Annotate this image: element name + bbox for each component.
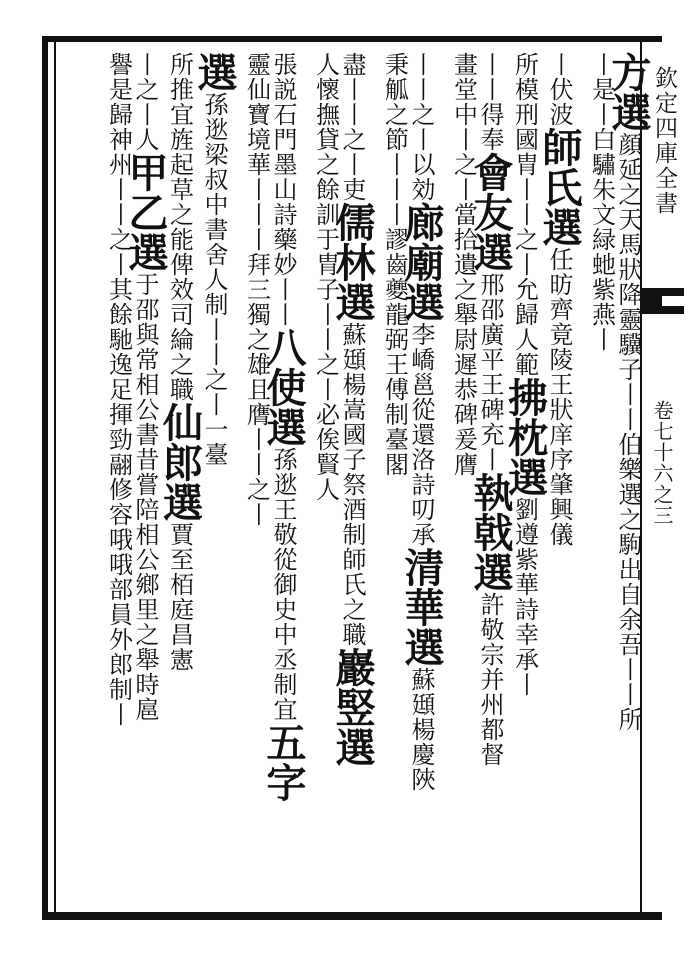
body-text: 邢邵廣平王碑充丨	[476, 272, 504, 472]
text-column	[79, 52, 131, 908]
heading-phrase: 方選	[605, 52, 652, 132]
body-text: 丨之丨當拾遺之舉	[449, 127, 478, 327]
body-text: 丨丨丨謬齒夔龍弼	[380, 152, 409, 352]
body-text: 王傅制臺閣	[380, 352, 409, 477]
heading-phrase: 執戟選	[467, 472, 514, 592]
body-text: 孫逖王敬從御史中丞制宜	[269, 447, 297, 722]
body-text: 李嶠邕從還洛詩叨承	[407, 322, 435, 547]
body-text: 丨丨之丨以効	[407, 52, 435, 202]
frame-bottom-border	[42, 912, 662, 920]
body-text: 于邵與常相公書昔嘗陪相公鄉里之舉時扈	[131, 272, 159, 722]
body-text: 訓于胄子丨丨之丨必俟賢人	[311, 202, 340, 502]
body-text: 尉遲恭碑爰膺	[449, 327, 478, 477]
body-text: 張説石門墨山詩藥妙丨丨	[269, 52, 297, 327]
heading-phrase: 會友選	[467, 152, 514, 272]
heading-phrase: 巖竪選	[329, 647, 376, 767]
body-text: 所模	[510, 52, 539, 102]
heading-phrase: 五字	[260, 722, 307, 802]
body-text: 孫逖梁叔中書舍人制丨丨之丨一臺	[200, 92, 228, 467]
heading-phrase: 甲乙選	[122, 152, 169, 272]
body-text: 人懷撫貸之餘	[311, 52, 340, 202]
body-text: 丨伏波	[545, 52, 573, 127]
heading-phrase: 儒林選	[329, 202, 376, 322]
book-title: 欽定四庫全書	[651, 66, 677, 216]
body-text: 丨丨得奉	[476, 52, 504, 152]
frame-left-inner-line	[54, 42, 56, 912]
body-text: 蘇頲楊慶陜	[407, 667, 435, 792]
body-text: 靈仙寶境華丨丨丨	[242, 52, 271, 252]
body-text: 許敬宗并州都督	[476, 592, 504, 767]
body-text: 神州丨丨之丨其餘馳逸足揮勁翮修容哦哦	[104, 127, 133, 577]
frame-left-border	[42, 36, 48, 920]
juan-label: 卷七十六之三	[650, 400, 674, 526]
heading-phrase: 仙郎選	[156, 402, 204, 522]
body-text: 丨之丨人	[131, 52, 159, 152]
body-text: 任昉齊竟陵王狀庠序肇興儀	[545, 247, 573, 547]
heading-phrase: 拂枕選	[501, 377, 549, 497]
heading-phrase: 選	[191, 52, 238, 92]
body-text: 蘇頲楊嵩國子祭酒制師氏之職	[338, 322, 366, 647]
body-text: 畫堂中	[449, 52, 478, 127]
heading-phrase: 八使選	[260, 327, 307, 447]
body-text: 拜三獨之雄且膺丨丨之丨	[242, 252, 271, 527]
body-text: 所推宜旌起草之能俾效司綸之職	[165, 52, 194, 402]
frame-top-border	[42, 36, 662, 42]
heading-phrase: 廊廟選	[398, 202, 445, 322]
body-text: 劉遵紫華詩幸承丨	[510, 497, 539, 697]
body-text: 賈至栢庭昌憲	[165, 522, 194, 672]
heading-phrase: 師氏選	[536, 127, 583, 247]
body-text: 秉觚之節	[380, 52, 409, 152]
body-text: 盡丨丨之丨吏	[338, 52, 366, 202]
body-text: 丨是丨白驌朱文緑虵紫燕丨	[587, 52, 616, 352]
body-text: 刑國胄丨丨之丨允歸人範	[510, 102, 539, 377]
body-text: 譽是歸	[104, 52, 133, 127]
heading-phrase: 清華選	[398, 547, 445, 667]
body-text: 部員外郎制丨	[104, 577, 133, 727]
body-text: 顔延之天馬狀降靈驥子丨丨伯樂選之駒出自余吾丨丨所	[614, 132, 642, 732]
fishtail-notch	[662, 296, 684, 306]
